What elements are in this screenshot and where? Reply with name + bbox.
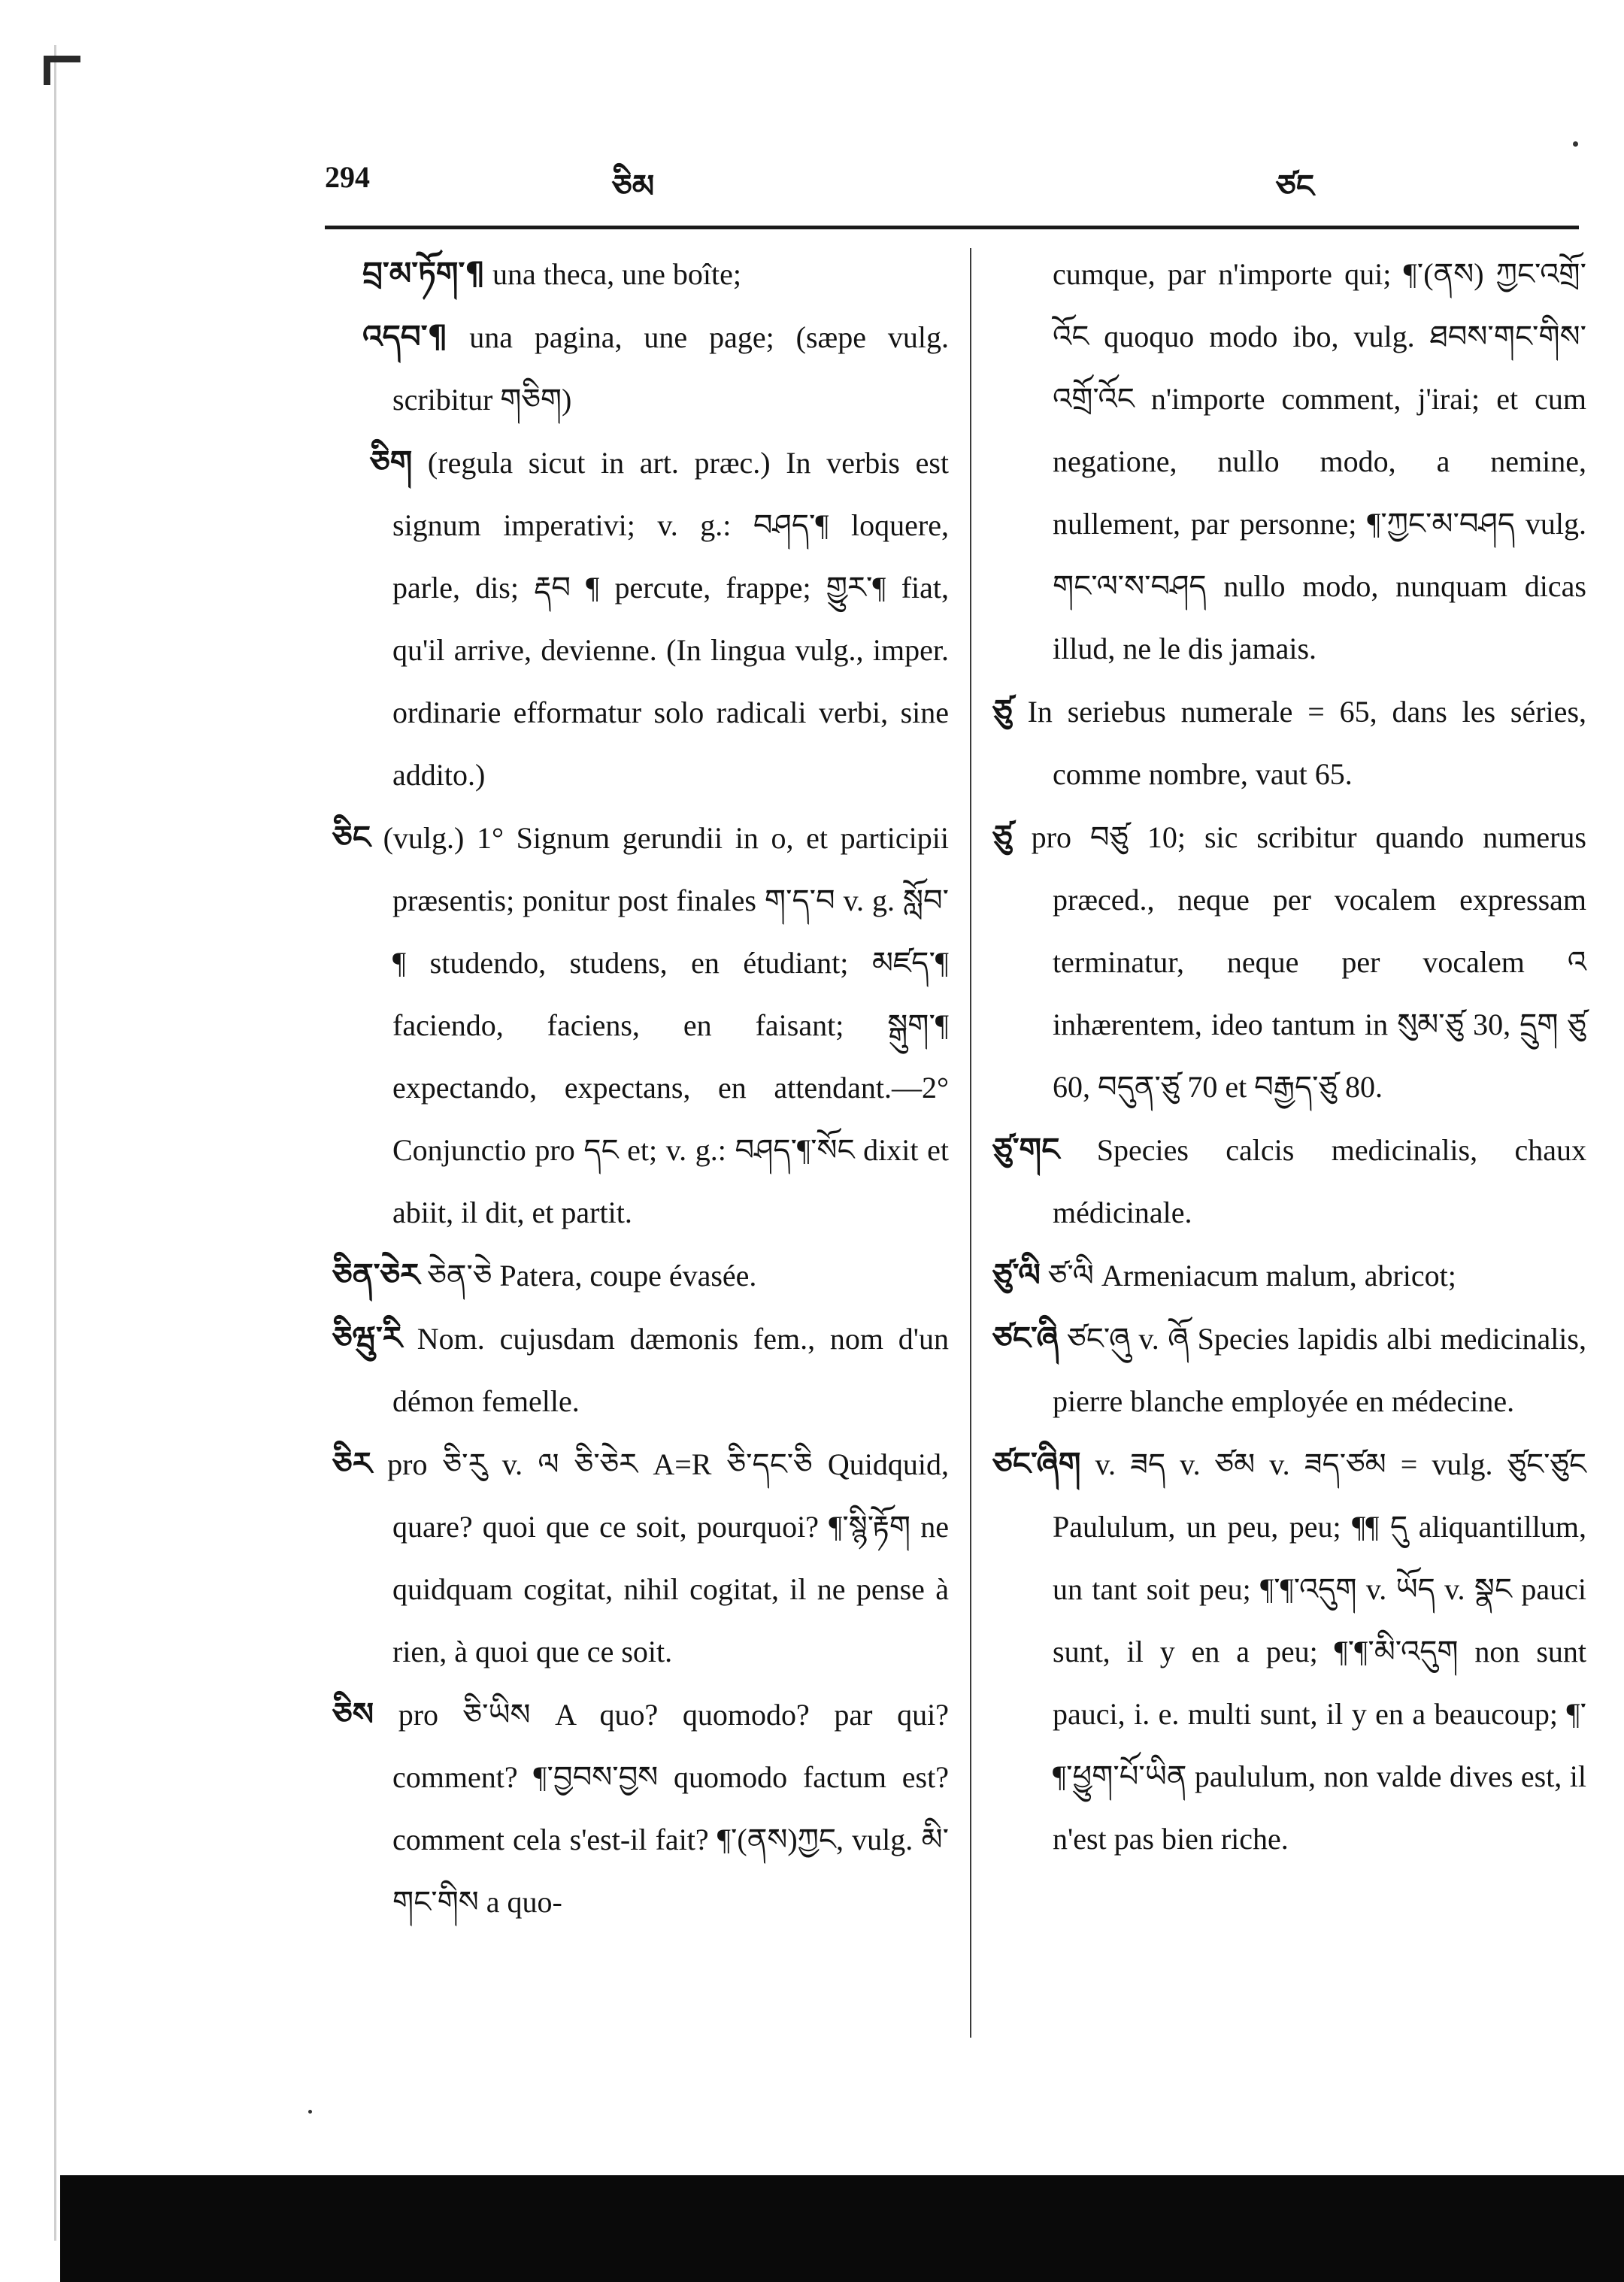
- tibetan-headword: ཅིན་ཅེར: [332, 1256, 420, 1293]
- entry-definition: (vulg.) 1° Signum gerundii in o, et participii præsentis; ponitur post finales ག་ད་བ v. g. སློབ་¶ studendo, studens, en étudiant; མཛད་¶ faciendo, faciens, en faisant; སྒུག་¶ expectando, expectans, en attendant.—2° Conjunctio pro དང et; v. g.: བཤད་¶་སོང dixit et abiit, il dit, et partit.: [383, 821, 950, 1229]
- entry-definition: ཅེན་ཅེ Patera, coupe évasée.: [427, 1259, 757, 1293]
- tibetan-headword: ཅིང: [332, 819, 371, 856]
- dictionary-entry: [332, 242, 949, 305]
- dictionary-entry: [992, 805, 1586, 1118]
- tibetan-headword: ཅིཝུ་རི: [332, 1320, 402, 1356]
- tibetan-headword: ཙུ་ལི: [992, 1256, 1041, 1293]
- entry-definition: pro ཅི་རུ v. ལ ཅི་ཅེར A=R ཅི་དང་ཅི Quidquid, quare? quoi que ce soit, pourquoi? ¶་སྙི་རྟོག ne quidquam cogitat, nihil cogitat, il ne pense à rien, à quoi que ce soit.: [387, 1447, 950, 1668]
- page-edge: [54, 45, 56, 2241]
- tibetan-headword: ཙུ་གང: [992, 1131, 1060, 1168]
- tibetan-headword: ཙུ: [992, 818, 1013, 855]
- dictionary-entry: [992, 1432, 1586, 1870]
- entry-definition: una theca, une boîte;: [492, 257, 741, 291]
- dictionary-entry: [332, 1307, 949, 1432]
- left-running-headword: ཅིམ: [612, 168, 655, 205]
- dictionary-entry: [992, 1244, 1586, 1307]
- entry-definition: una pagina, une page; (sæpe vulg. scribitur གཅིག): [392, 320, 950, 417]
- dictionary-entry-continuation: [992, 242, 1586, 680]
- tibetan-headword: འདབ་¶: [362, 318, 448, 355]
- scan-bottom-border: [60, 2175, 1624, 2282]
- dictionary-entry: [332, 1432, 949, 1683]
- right-running-headword: ཙང: [1276, 168, 1314, 205]
- entry-definition: v. ཟད v. ཙམ v. ཟད་ཙམ = vulg. ཙུང་ཙུང Paululum, un peu, peu; ¶¶ དུ aliquantillum, un tant soit peu; ¶་¶་འདུག v. ཡོད v. སྣང pauci sunt, il y en a peu; ¶་¶་མི་འདུག non sunt pauci, i. e. multi sunt, il y en a beaucoup; ¶་¶་ཕྱུག་པོ་ཡིན paululum, non valde dives est, il n'est pas bien riche.: [1053, 1447, 1587, 1856]
- right-column: [992, 242, 1586, 1870]
- tibetan-headword: ཅིག: [370, 444, 413, 480]
- entry-definition: Nom. cujusdam dæmonis fem., nom d'un démon femelle.: [392, 1322, 950, 1418]
- entry-definition: pro ཅི་ཡིས A quo? quomodo? par qui? comment? ¶་བྱབས་བྱས quomodo factum est? comment cela s'est-il fait? ¶་(ནས)ཀྱང, vulg. མི་གང་གིས a quo-: [392, 1698, 950, 1919]
- dictionary-entry: [332, 806, 949, 1244]
- tibetan-headword: ཙུ: [992, 692, 1013, 729]
- tibetan-headword: ཙང་ཞིག: [992, 1445, 1081, 1482]
- column-divider: [970, 248, 971, 2038]
- dictionary-entry: [992, 1307, 1586, 1432]
- ink-speck: [1573, 141, 1578, 147]
- header-rule: [325, 226, 1579, 229]
- entry-definition: pro བཙུ 10; sic scribitur quando numerus præced., neque per vocalem expressam terminatur, neque per vocalem འ inhærentem, ideo tantum in སུམ་ཙུ 30, དྲུག ཙུ 60, བདུན་ཙུ 70 et བརྒྱད་ཙུ 80.: [1031, 820, 1586, 1104]
- dictionary-entry: [332, 1683, 949, 1933]
- ink-speck: [308, 2110, 312, 2114]
- entry-definition: cumque, par n'importe qui; ¶་(ནས) ཀྱང་འགྲོ་འོང quoquo modo ibo, vulg. ཐབས་གང་གིས་འགྲོ་འོང n'importe comment, j'irai; et cum negatione, nullo modo, a nemine, nullement, par personne; ¶་ཀྱང་མ་བཤད vulg. གང་ལ་ས་བཤད nullo modo, nunquam dicas illud, ne le dis jamais.: [1053, 257, 1586, 665]
- tibetan-headword: ཅིར: [332, 1445, 372, 1482]
- running-header: [0, 150, 1624, 203]
- tibetan-headword: བྲ་མ་ཏོག་¶: [362, 255, 486, 292]
- dictionary-entry: [332, 431, 949, 806]
- dictionary-entry: [992, 1118, 1586, 1244]
- entry-definition: ཙ་ལི Armeniacum malum, abricot;: [1047, 1259, 1456, 1293]
- dictionary-entry: [332, 1244, 949, 1307]
- entry-definition: In seriebus numerale = 65, dans les séries, comme nombre, vaut 65.: [1027, 695, 1587, 791]
- tibetan-headword: ཙང་ཞི: [992, 1320, 1059, 1356]
- corner-mark: [44, 56, 80, 85]
- dictionary-entry: [992, 680, 1586, 805]
- tibetan-headword: ཅིས: [332, 1696, 374, 1732]
- left-column: [332, 242, 949, 1933]
- page-number: 294: [325, 160, 370, 194]
- entry-definition: ཙང་ཞུ v. ཞོ Species lapidis albi medicinalis, pierre blanche employée en médecine.: [1053, 1322, 1586, 1418]
- entry-definition: (regula sicut in art. præc.) In verbis est signum imperativi; v. g.: བཤད་¶ loquere, parle, dis; རྡབ ¶ percute, frappe; གྱུར་¶ fiat, qu'il arrive, devienne. (In lingua vulg., imper. ordinarie efformatur solo radicali verbi, sine addito.): [392, 446, 950, 792]
- entry-definition: Species calcis medicinalis, chaux médicinale.: [1053, 1133, 1586, 1229]
- dictionary-entry: [332, 305, 949, 431]
